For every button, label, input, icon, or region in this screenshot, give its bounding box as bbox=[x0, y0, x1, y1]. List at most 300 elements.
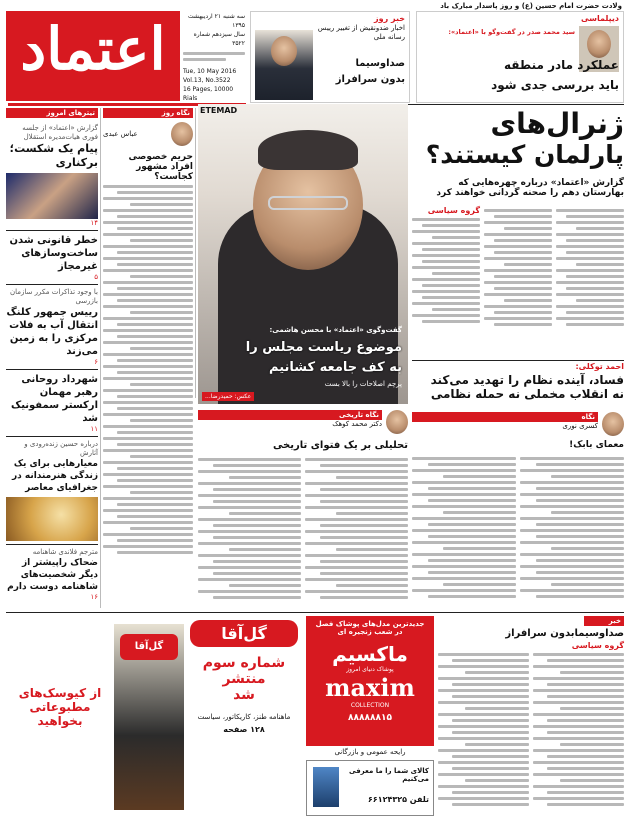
body-text-line bbox=[452, 731, 529, 734]
body-text-line bbox=[422, 224, 480, 227]
body-text-line bbox=[213, 524, 301, 527]
body-text-line bbox=[438, 797, 529, 800]
body-text-line bbox=[305, 590, 408, 593]
body-text-line bbox=[547, 695, 624, 698]
body-text-line bbox=[412, 553, 516, 556]
body-text-line bbox=[422, 320, 480, 323]
body-text-line bbox=[305, 482, 408, 485]
body-text-line bbox=[320, 560, 408, 563]
body-text-line bbox=[229, 512, 301, 515]
second-story-title-1: فساد، آینده نظام را تهدید می‌کند bbox=[430, 373, 624, 387]
body-text-line bbox=[117, 431, 194, 434]
left-column-label: تیترهای امروز bbox=[6, 108, 98, 118]
left-item-1-photo bbox=[6, 173, 98, 219]
body-text-line bbox=[229, 548, 301, 551]
logo-text: اعتماد bbox=[20, 15, 166, 83]
body-text-line bbox=[103, 413, 193, 416]
maxim-logo-en: maxim bbox=[325, 673, 415, 702]
body-text-line bbox=[103, 245, 193, 248]
body-text-line bbox=[117, 191, 194, 194]
body-text-line bbox=[213, 572, 301, 575]
body-text-line bbox=[438, 689, 529, 692]
body-text-line bbox=[198, 530, 301, 533]
body-text-line bbox=[103, 197, 193, 200]
left-item-5[interactable] bbox=[6, 440, 98, 541]
top-mid-label: خبر روز bbox=[374, 14, 405, 23]
body-text-line bbox=[117, 335, 194, 338]
body-text-line bbox=[117, 251, 194, 254]
body-text-line bbox=[117, 323, 194, 326]
body-text-line bbox=[504, 299, 552, 302]
body-text-line bbox=[566, 251, 624, 254]
body-text-line bbox=[130, 347, 193, 350]
body-text-line bbox=[305, 518, 408, 521]
left-item-3-kicker: با وجود تذاکرات مکرر سازمان بازرسی bbox=[10, 288, 98, 305]
historic-body-a bbox=[305, 455, 408, 602]
body-text-line bbox=[536, 595, 624, 598]
body-text-line bbox=[533, 701, 624, 704]
body-text-line bbox=[465, 743, 529, 746]
body-text-line bbox=[428, 595, 516, 598]
magazine-pages: ۱۲۸ صفحه bbox=[223, 725, 265, 734]
body-text-line bbox=[412, 565, 516, 568]
body-text-line bbox=[198, 470, 301, 473]
body-text-line bbox=[494, 323, 552, 326]
body-text-line bbox=[576, 263, 624, 266]
body-text-line bbox=[536, 523, 624, 526]
left-item-4-title: شهرداد روحانی رهبر مهمان ارکستر سمفونیک شد bbox=[10, 374, 98, 424]
body-text-line bbox=[556, 245, 624, 248]
body-text-line bbox=[547, 659, 624, 662]
body-text-line bbox=[566, 323, 624, 326]
main-story-body-a bbox=[556, 206, 624, 329]
body-text-line bbox=[484, 293, 552, 296]
body-text-line bbox=[103, 209, 193, 212]
body-text-line bbox=[130, 311, 193, 314]
body-text-line bbox=[117, 551, 194, 554]
body-text-line bbox=[520, 481, 624, 484]
babak-author-photo bbox=[602, 412, 624, 436]
body-text-line bbox=[484, 209, 552, 212]
body-text-line bbox=[103, 305, 193, 308]
body-text-line bbox=[504, 263, 552, 266]
body-text-line bbox=[551, 475, 624, 478]
body-text-line bbox=[438, 653, 529, 656]
body-text-line bbox=[130, 455, 193, 458]
body-text-line bbox=[305, 578, 408, 581]
body-text-line bbox=[452, 719, 529, 722]
body-text-line bbox=[428, 463, 516, 466]
body-text-line bbox=[452, 659, 529, 662]
body-text-line bbox=[533, 665, 624, 668]
body-text-line bbox=[130, 275, 193, 278]
kiosk-line-2: مطبوعاتی bbox=[29, 700, 91, 714]
body-text-line bbox=[452, 755, 529, 758]
photo-hair bbox=[258, 130, 358, 170]
body-text-line bbox=[556, 233, 624, 236]
body-text-line bbox=[117, 443, 194, 446]
ad-service-title: کالای شما را ما معرفی می‌کنیم bbox=[349, 767, 429, 783]
main-story-section: گروه سیاسی bbox=[427, 206, 480, 215]
body-text-line bbox=[533, 713, 624, 716]
kiosk-line-1: از کیوسک‌های bbox=[18, 686, 102, 700]
main-story-body-c bbox=[412, 206, 480, 329]
body-text-line bbox=[229, 476, 301, 479]
body-text-line bbox=[130, 491, 193, 494]
body-text-line bbox=[305, 530, 408, 533]
body-text-line bbox=[130, 527, 193, 530]
issue-fa: سال سیزدهم شماره ۳۵۲۲ bbox=[193, 31, 245, 47]
left-item-1-title: پیام یک شکست؛ برکناری bbox=[9, 142, 98, 169]
left-item-6[interactable] bbox=[6, 548, 98, 601]
photo-story-kicker: گفت‌وگوی «اعتماد» با محسن هاشمی: bbox=[269, 326, 402, 334]
body-text-line bbox=[520, 505, 624, 508]
body-text-line bbox=[432, 308, 480, 311]
body-text-line bbox=[422, 260, 480, 263]
date-column bbox=[183, 12, 245, 100]
main-story-title-2: پارلمان کیستند؟ bbox=[425, 140, 624, 169]
body-text-line bbox=[117, 539, 194, 542]
body-text-line bbox=[103, 341, 193, 344]
left-item-5-kicker: درباره حسین زنده‌رودی و آثارش bbox=[24, 440, 98, 457]
left-item-2[interactable] bbox=[6, 234, 98, 281]
historic-body-b bbox=[198, 455, 301, 602]
left-item-6-title: ضحاک راپیشتر از دیگر شخصیت‌های شاهنامه دوست دارم bbox=[7, 558, 98, 592]
body-text-line bbox=[412, 242, 480, 245]
body-text-line bbox=[465, 671, 529, 674]
body-text-line bbox=[556, 293, 624, 296]
body-text-line bbox=[452, 683, 529, 686]
body-text-line bbox=[117, 371, 194, 374]
body-text-line bbox=[103, 509, 193, 512]
body-text-line bbox=[560, 743, 624, 746]
body-text-line bbox=[198, 566, 301, 569]
body-text-line bbox=[566, 275, 624, 278]
body-text-line bbox=[103, 329, 193, 332]
ad-service-box bbox=[306, 760, 434, 816]
body-text-line bbox=[556, 305, 624, 308]
body-text-line bbox=[117, 299, 194, 302]
body-text-line bbox=[103, 269, 193, 272]
top-right-box[interactable] bbox=[416, 11, 624, 103]
sedasima-label: خبر bbox=[584, 616, 624, 626]
body-text-line bbox=[438, 749, 529, 752]
top-right-label: دیپلماسی bbox=[581, 14, 619, 23]
top-announcement: ولادت حضرت امام حسین (ع) و روز پاسدار مبارک باد bbox=[440, 2, 622, 10]
body-text-line bbox=[438, 737, 529, 740]
body-text-line bbox=[556, 221, 624, 224]
main-story[interactable] bbox=[412, 108, 624, 358]
magazine-desc: ماهنامه طنز، کاریکاتور، سیاست bbox=[197, 713, 291, 721]
top-mid-kicker: اخبار ضدونقیض از تغییر رییس رسانه ملی bbox=[317, 24, 405, 41]
body-text-line bbox=[533, 773, 624, 776]
body-text-line bbox=[412, 218, 480, 221]
body-text-line bbox=[428, 523, 516, 526]
body-text-line bbox=[305, 506, 408, 509]
body-text-line bbox=[103, 377, 193, 380]
second-story-kicker: احمد توکلی: bbox=[575, 362, 624, 371]
photo-credit: عکس: حمیدرضا... bbox=[202, 392, 254, 401]
body-text-line bbox=[198, 458, 301, 461]
body-text-line bbox=[320, 596, 408, 599]
top-right-title-1: عملکرد مادر منطقه bbox=[503, 58, 619, 72]
body-text-line bbox=[484, 317, 552, 320]
body-text-line bbox=[412, 254, 480, 257]
body-text-line bbox=[566, 239, 624, 242]
body-text-line bbox=[103, 281, 193, 284]
body-text-line bbox=[494, 239, 552, 242]
historic-title[interactable]: تحلیلی بر یک فتوای تاریخی bbox=[272, 440, 408, 451]
body-text-line bbox=[520, 577, 624, 580]
body-text-line bbox=[422, 296, 480, 299]
maxim-collection: COLLECTION bbox=[350, 702, 390, 709]
body-text-line bbox=[130, 203, 193, 206]
body-text-line bbox=[556, 317, 624, 320]
left-item-6-kicker: مترجم فلاندی شاهنامه bbox=[32, 548, 98, 556]
nagah-body-text bbox=[103, 185, 193, 554]
body-text-line bbox=[412, 505, 516, 508]
body-text-line bbox=[520, 457, 624, 460]
maxim-logo-fa: ماکسیم bbox=[332, 642, 408, 666]
body-text-line bbox=[533, 761, 624, 764]
body-text-line bbox=[494, 287, 552, 290]
body-text-line bbox=[320, 500, 408, 503]
body-text-line bbox=[320, 524, 408, 527]
body-text-line bbox=[428, 535, 516, 538]
body-text-line bbox=[484, 269, 552, 272]
maxim-top-1: جدیدترین مدل‌های پوشاک فصل bbox=[315, 620, 425, 628]
body-text-line bbox=[438, 665, 529, 668]
magazine-info bbox=[190, 620, 298, 734]
body-text-line bbox=[117, 479, 194, 482]
body-text-line bbox=[412, 577, 516, 580]
body-text-line bbox=[484, 221, 552, 224]
body-text-line bbox=[305, 470, 408, 473]
body-text-line bbox=[412, 589, 516, 592]
body-text-line bbox=[198, 518, 301, 521]
body-text-line bbox=[412, 517, 516, 520]
body-text-line bbox=[103, 425, 193, 428]
body-text-line bbox=[438, 725, 529, 728]
pages-en: 16 Pages, 10000 Rials bbox=[183, 86, 234, 102]
body-text-line bbox=[412, 493, 516, 496]
body-text-line bbox=[536, 487, 624, 490]
body-text-line bbox=[452, 767, 529, 770]
main-story-subtitle-1: گزارش «اعتماد» درباره چهره‌هایی که bbox=[458, 178, 624, 188]
body-text-line bbox=[533, 785, 624, 788]
body-text-line bbox=[533, 689, 624, 692]
photo-story[interactable] bbox=[198, 104, 408, 404]
body-text-line bbox=[336, 584, 408, 587]
body-text-line bbox=[520, 469, 624, 472]
sedasima-body-a bbox=[533, 650, 624, 809]
magazine-ad[interactable] bbox=[6, 616, 302, 814]
left-item-1-kicker: گزارش «اعتماد» از جلسه فوری هیات‌مدیره استقلال bbox=[22, 124, 98, 141]
body-text-line bbox=[213, 464, 301, 467]
body-text-line bbox=[547, 719, 624, 722]
body-text-line bbox=[117, 227, 194, 230]
body-text-line bbox=[465, 707, 529, 710]
body-text-line bbox=[560, 779, 624, 782]
babak-author: کسری نوری bbox=[562, 422, 598, 430]
body-text-line bbox=[305, 542, 408, 545]
body-text-line bbox=[103, 353, 193, 356]
body-text-line bbox=[422, 248, 480, 251]
body-text-line bbox=[412, 529, 516, 532]
top-mid-box[interactable] bbox=[250, 11, 410, 103]
left-item-3-page: ۶ bbox=[94, 358, 98, 366]
body-text-line bbox=[432, 236, 480, 239]
body-text-line bbox=[412, 469, 516, 472]
magazine-issue: شماره سوم bbox=[202, 655, 286, 671]
second-story[interactable] bbox=[412, 362, 624, 412]
body-text-line bbox=[213, 536, 301, 539]
nagah-author-photo bbox=[171, 122, 193, 146]
body-text-line bbox=[428, 559, 516, 562]
body-text-line bbox=[320, 572, 408, 575]
body-text-line bbox=[566, 311, 624, 314]
body-text-line bbox=[320, 464, 408, 467]
body-text-line bbox=[117, 503, 194, 506]
main-story-title-1: ژنرال‌های bbox=[490, 107, 624, 140]
body-text-line bbox=[576, 299, 624, 302]
body-text-line bbox=[536, 535, 624, 538]
body-text-line bbox=[547, 755, 624, 758]
body-text-line bbox=[103, 293, 193, 296]
photo-story-title-2: به کف جامعه کشانیم bbox=[269, 360, 402, 375]
body-text-line bbox=[103, 449, 193, 452]
top-mid-photo bbox=[255, 30, 313, 100]
top-mid-title-1: صداوسیما bbox=[355, 58, 405, 69]
left-item-1[interactable] bbox=[6, 124, 98, 227]
body-text-line bbox=[533, 797, 624, 800]
body-text-line bbox=[494, 311, 552, 314]
maxim-note: رایحه عمومی و بازرگانی bbox=[334, 748, 406, 756]
body-text-line bbox=[198, 494, 301, 497]
body-text-line bbox=[198, 482, 301, 485]
body-text-line bbox=[130, 419, 193, 422]
body-text-line bbox=[551, 511, 624, 514]
body-text-line bbox=[484, 305, 552, 308]
magazine-logo: گل‌آقا bbox=[190, 620, 298, 647]
body-text-line bbox=[520, 553, 624, 556]
sedasima-body-b bbox=[438, 650, 529, 809]
body-text-line bbox=[412, 457, 516, 460]
body-text-line bbox=[428, 487, 516, 490]
historic-author-photo bbox=[386, 410, 408, 434]
body-text-line bbox=[547, 791, 624, 794]
body-text-line bbox=[336, 512, 408, 515]
left-headlines-column bbox=[6, 108, 98, 606]
body-text-line bbox=[551, 547, 624, 550]
body-text-line bbox=[305, 458, 408, 461]
body-text-line bbox=[103, 233, 193, 236]
body-text-line bbox=[198, 542, 301, 545]
body-text-line bbox=[412, 481, 516, 484]
babak-body-a bbox=[520, 454, 624, 601]
babak-column bbox=[412, 412, 624, 612]
body-text-line bbox=[494, 251, 552, 254]
body-text-line bbox=[560, 707, 624, 710]
body-text-line bbox=[556, 209, 624, 212]
photo-story-byline: پرچم اصلاحات را بالا بست bbox=[324, 380, 402, 388]
maxim-ad[interactable] bbox=[306, 616, 434, 814]
body-text-line bbox=[438, 785, 529, 788]
left-item-6-page: ۱۶ bbox=[90, 593, 98, 601]
body-text-line bbox=[198, 578, 301, 581]
body-text-line bbox=[412, 290, 480, 293]
body-text-line bbox=[412, 314, 480, 317]
body-text-line bbox=[536, 559, 624, 562]
body-text-line bbox=[533, 677, 624, 680]
body-text-line bbox=[305, 566, 408, 569]
body-text-line bbox=[198, 506, 301, 509]
body-text-line bbox=[336, 548, 408, 551]
body-text-line bbox=[103, 533, 193, 536]
body-text-line bbox=[452, 803, 529, 806]
body-text-line bbox=[103, 221, 193, 224]
date-fa: سه شنبه ۲۱ اردیبهشت ۱۳۹۵ bbox=[187, 13, 245, 29]
body-text-line bbox=[412, 278, 480, 281]
historic-label: نگاه تاریخی bbox=[198, 410, 382, 420]
body-text-line bbox=[117, 215, 194, 218]
left-item-5-title: معیارهایی برای یک زندگی هنرمندانه در جغرافیای معاصر bbox=[11, 459, 98, 493]
nagah-title-1[interactable]: حریم خصوصی bbox=[128, 152, 193, 162]
maxim-banner bbox=[306, 616, 434, 746]
body-text-line bbox=[198, 590, 301, 593]
body-text-line bbox=[520, 529, 624, 532]
historic-view-column bbox=[198, 410, 408, 610]
body-text-line bbox=[438, 773, 529, 776]
body-text-line bbox=[198, 554, 301, 557]
body-text-line bbox=[103, 485, 193, 488]
body-text-line bbox=[494, 215, 552, 218]
body-text-line bbox=[103, 257, 193, 260]
body-text-line bbox=[305, 494, 408, 497]
body-text-line bbox=[520, 565, 624, 568]
body-text-line bbox=[438, 761, 529, 764]
body-text-line bbox=[536, 571, 624, 574]
sedasima-section: گروه سیاسی bbox=[571, 641, 624, 650]
babak-title[interactable]: معمای بابک! bbox=[569, 440, 624, 450]
body-text-line bbox=[484, 245, 552, 248]
nagah-label: نگاه روز bbox=[103, 108, 193, 118]
body-text-line bbox=[520, 517, 624, 520]
body-text-line bbox=[520, 493, 624, 496]
date-en: Tue, 10 May 2016 bbox=[183, 68, 237, 75]
maxim-phone: ۸۸۸۸۸۸۱۵ bbox=[348, 713, 392, 723]
body-text-line bbox=[320, 488, 408, 491]
body-text-line bbox=[465, 779, 529, 782]
sedasima-column[interactable] bbox=[438, 616, 624, 814]
nagah-title-2[interactable]: افراد مشهور کجاست؟ bbox=[136, 162, 193, 182]
babak-label: نگاه bbox=[412, 412, 598, 422]
body-text-line bbox=[547, 731, 624, 734]
left-item-1-page: ۱۴ bbox=[90, 219, 98, 227]
left-item-4[interactable] bbox=[6, 373, 98, 433]
body-text-line bbox=[117, 515, 194, 518]
body-text-line bbox=[432, 272, 480, 275]
body-text-line bbox=[484, 257, 552, 260]
photo-glasses bbox=[268, 196, 348, 210]
body-text-line bbox=[320, 536, 408, 539]
body-text-line bbox=[536, 463, 624, 466]
body-text-line bbox=[103, 545, 193, 548]
body-text-line bbox=[412, 266, 480, 269]
left-item-3[interactable] bbox=[6, 288, 98, 366]
body-text-line bbox=[336, 476, 408, 479]
body-text-line bbox=[443, 475, 516, 478]
